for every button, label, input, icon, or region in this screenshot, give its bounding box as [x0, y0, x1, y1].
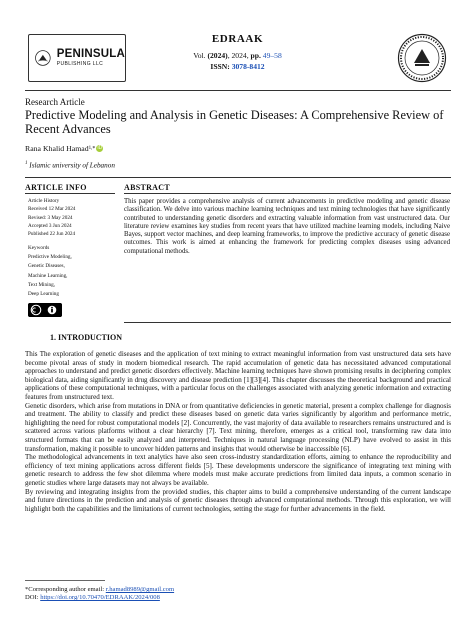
- keywords-label: Keywords: [28, 245, 50, 251]
- author-email-link[interactable]: r.hamad8989@gmail.com: [105, 586, 175, 593]
- affiliation: $^1$ Islamic university of Lebanon: [25, 161, 115, 170]
- header-rule: [25, 90, 451, 91]
- article-info-heading: ARTICLE INFO: [25, 183, 87, 192]
- publisher-name: PENINSULA: [56, 47, 125, 60]
- article-history: Article History Received 12 Mar 2024 Revised: 3 May 2024 Accepted 3 Jun 2024 Published 22 Jun 2024: [28, 198, 76, 238]
- article-title: Predictive Modeling and Analysis in Genetic Diseases: A Comprehensive Review of Recent Advances: [25, 108, 444, 136]
- footnote-rule: [25, 580, 105, 581]
- doi-link[interactable]: https://doi.org/10.70470/EDRAAK/2024/008: [40, 594, 160, 602]
- keywords: Keywords Predictive Modeling, Genetic Diseases, Machine Learning, Text Mining, Deep Learning: [28, 245, 72, 298]
- footnotes: *Corresponding author email: r.hamad8989@gmail.com DOI: https://doi.org/10.70470/EDRAAK/2024/008: [25, 586, 175, 602]
- peninsula-logo-icon: [35, 43, 51, 73]
- info-rule: [25, 193, 115, 194]
- issn-number: 3078-8412: [231, 62, 265, 71]
- abstract-rule: [124, 193, 451, 194]
- intro-paragraph: Genetic disorders, which arise from mutations in DNA or from quantitative deficiencies in genetic material, present a complex challenge for diagnosis and treatment. The ability to classify and predict these diseases based on genetic data varies significantly by algorithm and performance metric, highlighting the need for robust computational models [2]. Concurrently, the vast majority of data available to researchers remains unstructured and is scattered across various platforms without a clear hierarchy [7]. Text mining, therefore, emerges as a critical tool, transforming raw data into structured formats that can be easily analyzed and interpreted. Techniques in natural language processing (NLP) have evolved to assist in this transformation, making it possible to uncover hidden patterns and insights that would otherwise be inaccessible [6].: [25, 401, 451, 453]
- orcid-icon[interactable]: iD: [97, 145, 103, 151]
- publisher-logo: [28, 34, 126, 82]
- author-marks: 1,: [88, 146, 93, 151]
- intro-heading: 1. INTRODUCTION: [50, 333, 123, 342]
- abstract-heading: ABSTRACT: [124, 183, 170, 192]
- creative-commons-icon: [28, 303, 62, 317]
- volume-line: Vol. (2024), 2024, pp. 49–58: [193, 51, 282, 60]
- abstract-bottom-rule: [124, 322, 451, 323]
- publisher-sub: PUBLISHING LLC: [56, 61, 104, 68]
- intro-paragraph: By reviewing and integrating insights from the provided studies, this chapter aims to build a comprehensive understanding of the current landscape and future directions in the prediction and analysis of genetic diseases through advanced computational methods. Through this exploration, we will highlight both the capabilities and the limitations of current technologies, setting the stage for further advancements in the field.: [25, 487, 451, 513]
- page-range: 49–58: [262, 51, 282, 60]
- author-name: Rana Khalid Hamad: [25, 144, 89, 153]
- title-rule: [25, 177, 451, 178]
- intro-body: [25, 350, 451, 513]
- intro-paragraph: The methodological advancements in text analytics have also seen cross-industry standardization efforts, aiming to enhance the reproducibility and efficiency of text mining applications across different fields [5]. These developments underscore the significance of integrating text mining with genetic research to address the few shot dilemma where models must make accurate predictions from limited data inputs, a common scenario in genetic studies where large datasets may not always be available.: [25, 453, 451, 487]
- journal-title: EDRAAK: [211, 33, 264, 45]
- intro-paragraph: This The exploration of genetic diseases and the application of text mining to extract meaningful information from vast unstructured data sets have become pivotal areas of study in modern biomedical research. The rapid accumulation of genetic data has necessitated advanced computational approaches to understand and predict genetic disorders effectively. Machine learning techniques have shown promising results in deciphering complex biological data, aiding significantly in drug discovery and disease prediction [1][3][4]. This chapter discusses the theoretical background and practical applications of these computational techniques, with a particular focus on the challenges associated with analyzing genetic information and extracting features from unstructured text.: [25, 350, 451, 401]
- journal-info: [150, 33, 325, 71]
- journal-seal-icon: [397, 33, 447, 83]
- author-line: Rana Khalid Hamad 1, * iD: [25, 144, 103, 153]
- article-type: Research Article: [25, 97, 85, 107]
- issn-line: ISSN: 3078-8412: [210, 62, 265, 71]
- abstract-text: This paper provides a comprehensive analysis of current advancements in predictive modeling and genetic disease classification. We delve into various machine learning techniques and text mining technologies that have significantly contributed to understanding genetic disorders and extracting valuable information from vast unstructured data. Our literature review examines key studies from recent years that have utilized machine learning models, including Naive Bayes, support vector machines, and deep learning frameworks, to improve the predictive accuracy of genetic disease outcomes. This work is aimed at enhancing the framework for predicting complex diseases using advanced computational methods.: [124, 198, 450, 255]
